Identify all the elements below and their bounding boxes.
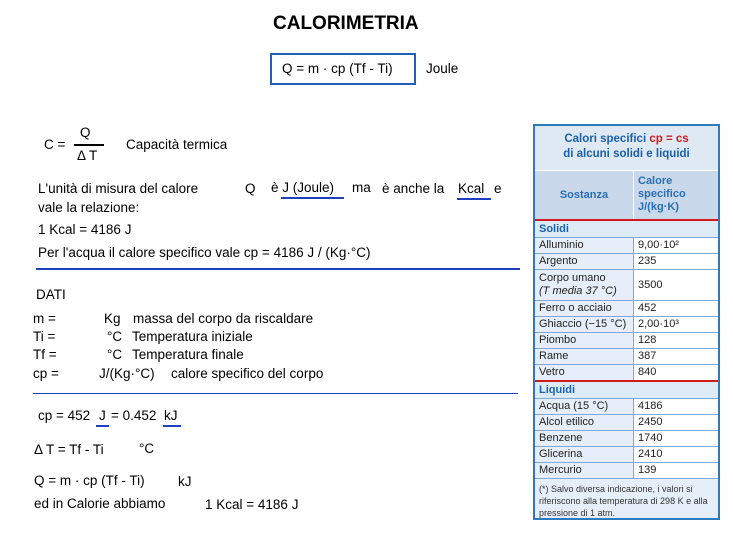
table-row: Glicerina 2410 bbox=[535, 446, 718, 462]
calc-cp-mid: = 0.452 bbox=[111, 408, 157, 423]
unit-text-line3: 1 Kcal = 4186 J bbox=[38, 222, 132, 237]
calc-delta-unit: °C bbox=[139, 441, 155, 456]
col-header-sostanza: Sostanza bbox=[559, 189, 609, 201]
capacity-denominator: Δ T bbox=[77, 148, 98, 163]
table-column-headers bbox=[535, 170, 718, 219]
capacity-numerator: Q bbox=[80, 125, 91, 140]
fraction-line bbox=[74, 144, 104, 146]
table-row: Acqua (15 °C) 4186 bbox=[535, 398, 718, 414]
dati-desc-tf: Temperatura finale bbox=[132, 347, 244, 362]
dati-unit-tf: °C bbox=[107, 347, 123, 362]
unit-text-part4: è anche la bbox=[382, 181, 445, 196]
dati-desc-cp: calore specifico del corpo bbox=[171, 366, 324, 381]
table-row: Piombo 128 bbox=[535, 332, 718, 348]
table-title: Calori specifici cp = cs di alcuni solidi e liquidi bbox=[535, 126, 718, 170]
calc-calorie-text: ed in Calorie abbiamo bbox=[34, 496, 166, 511]
capacity-label: Capacità termica bbox=[126, 137, 228, 152]
table-row: Argento 235 bbox=[535, 253, 718, 269]
table-row: Ghiaccio (−15 °C) 2,00·10³ bbox=[535, 316, 718, 332]
specific-heat-table bbox=[533, 124, 720, 520]
calc-cp-kj: kJ bbox=[164, 408, 178, 423]
calc-q-unit: kJ bbox=[178, 474, 192, 489]
table-row: Corpo umano (T media 37 °C) 3500 bbox=[535, 269, 718, 300]
dati-desc-m: massa del corpo da riscaldare bbox=[133, 311, 314, 326]
table-row: Alcol etilico 2450 bbox=[535, 414, 718, 430]
calc-delta: Δ T = Tf - Ti bbox=[34, 442, 104, 457]
calc-calorie-rel: 1 Kcal = 4186 J bbox=[205, 497, 299, 512]
dati-sym-tf: Tf = bbox=[33, 347, 57, 362]
divider-middle bbox=[33, 393, 518, 394]
dati-unit-m: Kg bbox=[104, 311, 121, 326]
capacity-lhs: C = bbox=[44, 137, 66, 152]
section-solidi: Solidi bbox=[535, 219, 718, 237]
joule-underline bbox=[281, 197, 344, 199]
col-header-calore: Calore specifico J/(kg·K) bbox=[633, 171, 718, 219]
table-row: Rame 387 bbox=[535, 348, 718, 364]
kcal-underline bbox=[457, 198, 491, 200]
cp-j-underline bbox=[96, 425, 109, 427]
section-liquidi: Liquidi bbox=[535, 380, 718, 398]
calc-cp-j: J bbox=[99, 408, 106, 423]
table-row: Vetro 840 bbox=[535, 364, 718, 380]
dati-heading: DATI bbox=[36, 287, 66, 302]
unit-text-part1: L'unità di misura del calore bbox=[38, 181, 199, 196]
dati-unit-ti: °C bbox=[107, 329, 123, 344]
unit-text-part2: è J (Joule) bbox=[271, 180, 335, 195]
page-title: CALORIMETRIA bbox=[273, 13, 419, 34]
calc-q-formula: Q = m · cp (Tf - Ti) bbox=[34, 473, 145, 488]
dati-desc-ti: Temperatura iniziale bbox=[132, 329, 253, 344]
table-footnote: (*) Salvo diversa indicazione, i valori si riferiscono alla temperatura di 298 K e alla pressione di 1 atm. bbox=[535, 478, 718, 520]
unit-text-part3: ma bbox=[352, 180, 371, 195]
dati-sym-cp: cp = bbox=[33, 366, 59, 381]
unit-text-q: Q bbox=[245, 181, 256, 196]
table-row: Benzene 1740 bbox=[535, 430, 718, 446]
divider-top bbox=[36, 268, 520, 270]
main-formula-unit: Joule bbox=[426, 61, 459, 76]
cp-kj-underline bbox=[163, 425, 181, 427]
dati-sym-m: m = bbox=[33, 311, 56, 326]
dati-unit-cp: J/(Kg·°C) bbox=[99, 366, 155, 381]
unit-text-kcal: Kcal bbox=[458, 181, 485, 196]
dati-sym-ti: Ti = bbox=[33, 329, 56, 344]
table-row: Mercurio 139 bbox=[535, 462, 718, 478]
main-formula: Q = m · cp (Tf - Ti) bbox=[282, 61, 393, 76]
unit-text-line4: Per l'acqua il calore specifico vale cp = 4186 J / (Kg·°C) bbox=[38, 245, 371, 260]
table-row: Alluminio 9,00·10² bbox=[535, 237, 718, 253]
unit-text-line2: vale la relazione: bbox=[38, 200, 140, 215]
unit-text-part5: e bbox=[494, 181, 502, 196]
table-row: Ferro o acciaio 452 bbox=[535, 300, 718, 316]
calc-cp-pre: cp = 452 bbox=[38, 408, 91, 423]
